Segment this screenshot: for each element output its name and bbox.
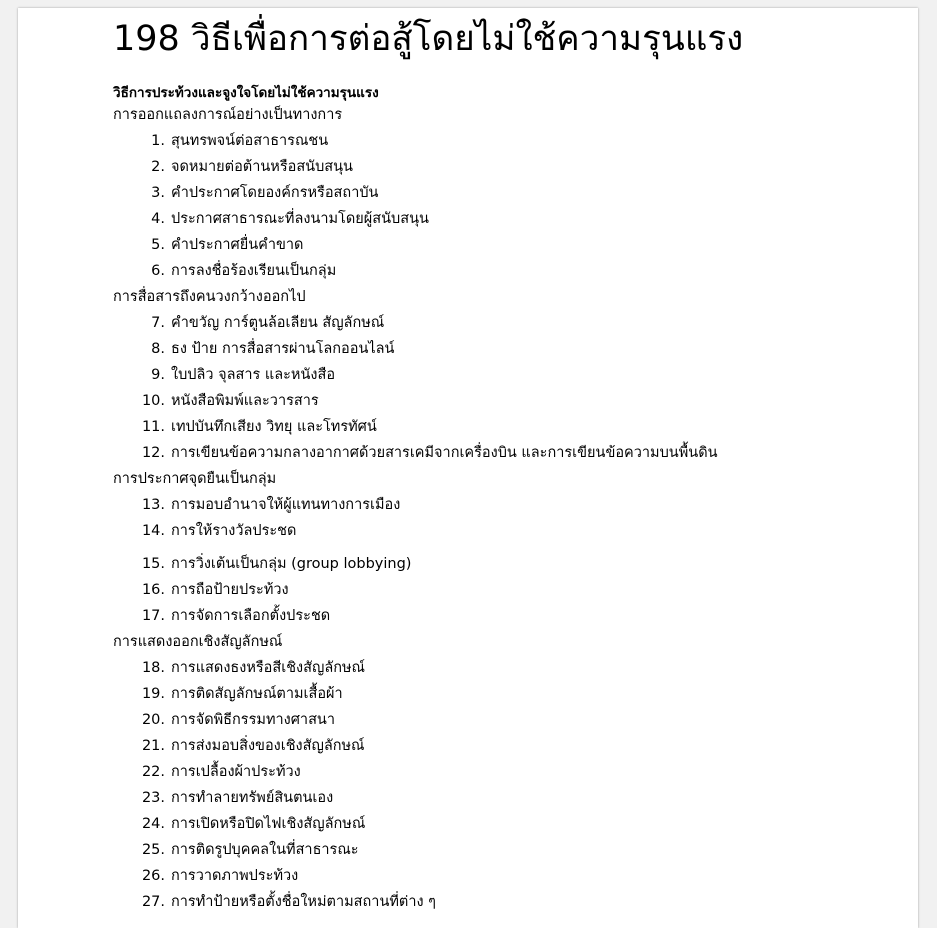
item-text: เทปบันทึกเสียง วิทยุ และโทรทัศน์ <box>171 419 377 435</box>
item-number: 6. <box>151 263 165 279</box>
item-text: การลงชื่อร้องเรียนเป็นกลุ่ม <box>171 263 337 279</box>
list-item <box>113 336 913 362</box>
item-text: คำขวัญ การ์ตูนล้อเลียน สัญลักษณ์ <box>171 315 385 331</box>
item-text: การเปลื้องผ้าประท้วง <box>171 764 301 780</box>
list-item <box>113 180 913 206</box>
item-number: 17. <box>141 608 165 624</box>
item-number: 1. <box>151 133 165 149</box>
item-number: 21. <box>141 738 165 754</box>
item-number: 8. <box>151 341 165 357</box>
item-number: 25. <box>141 842 165 858</box>
item-number: 26. <box>141 868 165 884</box>
item-text: ประกาศสาธารณะที่ลงนามโดยผู้สนับสนุน <box>171 211 429 227</box>
item-number: 11. <box>141 419 165 435</box>
list-item <box>113 811 913 837</box>
item-text: การเขียนข้อความกลางอากาศด้วยสารเคมีจากเครื่องบิน และการเขียนข้อความบนพื้นดิน <box>171 445 718 461</box>
item-text: คำประกาศโดยองค์กรหรือสถาบัน <box>171 185 379 201</box>
list-item <box>113 388 913 414</box>
item-number: 5. <box>151 237 165 253</box>
section-heading: การประกาศจุดยืนเป็นกลุ่ม <box>113 471 277 487</box>
item-number: 14. <box>141 523 165 539</box>
document-subtitle: วิธีการประท้วงและจูงใจโดยไม่ใช้ความรุนแรง <box>113 85 379 101</box>
item-number: 2. <box>151 159 165 175</box>
list-item <box>113 492 913 518</box>
item-text: หนังสือพิมพ์และวารสาร <box>171 393 319 409</box>
list-item <box>113 206 913 232</box>
list-item <box>113 759 913 785</box>
item-number: 7. <box>151 315 165 331</box>
list-item <box>113 603 913 629</box>
list-item <box>113 362 913 388</box>
item-text: การทำป้ายหรือตั้งชื่อใหม่ตามสถานที่ต่าง ๆ <box>171 894 436 910</box>
item-number: 22. <box>141 764 165 780</box>
item-number: 23. <box>141 790 165 806</box>
document-content <box>113 102 913 915</box>
item-text: การวิ่งเต้นเป็นกลุ่ม (group lobbying) <box>171 556 412 572</box>
item-text: ธง ป้าย การสื่อสารผ่านโลกออนไลน์ <box>171 341 395 357</box>
list-item <box>113 577 913 603</box>
item-number: 4. <box>151 211 165 227</box>
item-number: 27. <box>141 894 165 910</box>
list-item <box>113 518 913 544</box>
list-item <box>113 258 913 284</box>
list-item <box>113 232 913 258</box>
section-heading: การออกแถลงการณ์อย่างเป็นทางการ <box>113 107 343 123</box>
section-heading: การสื่อสารถึงคนวงกว้างออกไป <box>113 289 306 305</box>
item-text: การแสดงธงหรือสีเชิงสัญลักษณ์ <box>171 660 365 676</box>
item-number: 18. <box>141 660 165 676</box>
document-title: 198 วิธีเพื่อการต่อสู้โดยไม่ใช้ความรุนแรง <box>113 19 744 59</box>
list-item <box>113 681 913 707</box>
list-item <box>113 128 913 154</box>
list-item <box>113 154 913 180</box>
item-text: การถือป้ายประท้วง <box>171 582 289 598</box>
item-number: 9. <box>151 367 165 383</box>
item-text: การส่งมอบสิ่งของเชิงสัญลักษณ์ <box>171 738 365 754</box>
list-item <box>113 544 913 577</box>
list-item <box>113 707 913 733</box>
item-number: 24. <box>141 816 165 832</box>
item-text: สุนทรพจน์ต่อสาธารณชน <box>171 133 329 149</box>
list-item <box>113 440 913 466</box>
list-item <box>113 310 913 336</box>
item-text: การจัดการเลือกตั้งประชด <box>171 608 331 624</box>
item-text: ใบปลิว จุลสาร และหนังสือ <box>171 367 336 383</box>
item-text: การให้รางวัลประชด <box>171 523 297 539</box>
list-item <box>113 655 913 681</box>
item-number: 19. <box>141 686 165 702</box>
list-item <box>113 837 913 863</box>
item-number: 3. <box>151 185 165 201</box>
list-item <box>113 733 913 759</box>
list-item <box>113 785 913 811</box>
item-number: 15. <box>141 556 165 572</box>
item-text: การติดรูปบุคคลในที่สาธารณะ <box>171 842 359 858</box>
item-number: 20. <box>141 712 165 728</box>
item-number: 10. <box>141 393 165 409</box>
section-heading: การแสดงออกเชิงสัญลักษณ์ <box>113 634 283 650</box>
item-number: 12. <box>141 445 165 461</box>
item-text: การทำลายทรัพย์สินตนเอง <box>171 790 334 806</box>
item-text: การจัดพิธีกรรมทางศาสนา <box>171 712 335 728</box>
item-text: การเปิดหรือปิดไฟเชิงสัญลักษณ์ <box>171 816 366 832</box>
item-text: การติดสัญลักษณ์ตามเสื้อผ้า <box>171 686 343 702</box>
item-text: การวาดภาพประท้วง <box>171 868 299 884</box>
item-text: คำประกาศยื่นคำขาด <box>171 237 304 253</box>
list-item <box>113 414 913 440</box>
item-number: 13. <box>141 497 165 513</box>
document-page <box>18 8 918 928</box>
list-item <box>113 863 913 889</box>
item-text: การมอบอำนาจให้ผู้แทนทางการเมือง <box>171 497 401 513</box>
list-item <box>113 889 913 915</box>
item-number: 16. <box>141 582 165 598</box>
item-text: จดหมายต่อต้านหรือสนับสนุน <box>171 159 353 175</box>
